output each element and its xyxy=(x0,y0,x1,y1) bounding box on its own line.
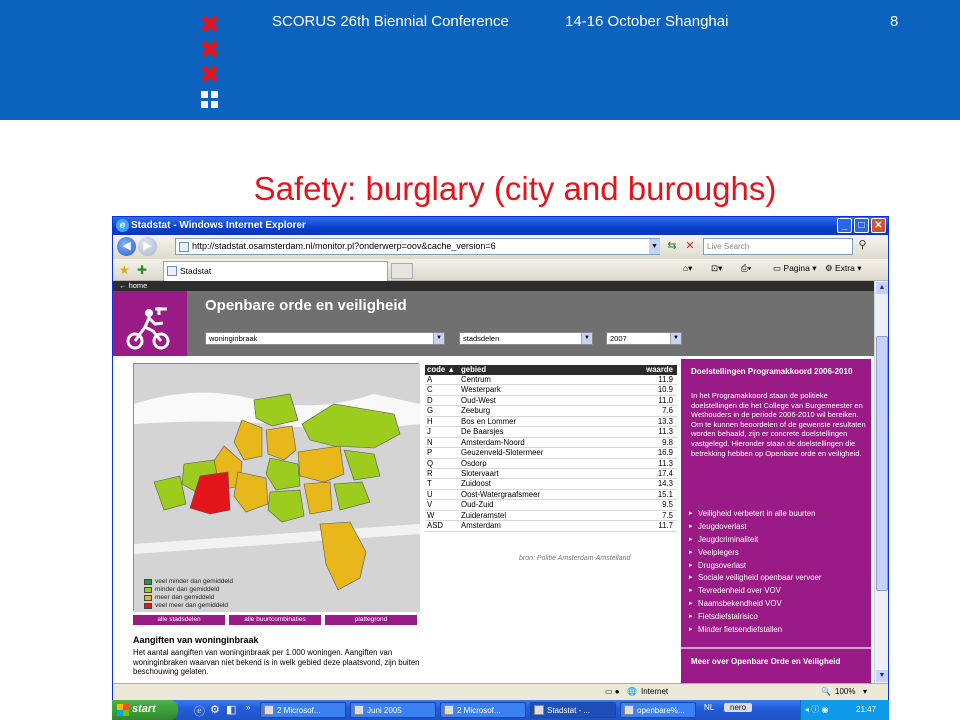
cell-code: H xyxy=(427,416,433,426)
taskbar-item-label: 2 Microsof... xyxy=(457,706,501,715)
cell-code: U xyxy=(427,489,433,499)
refresh-icon[interactable]: ⇆ xyxy=(667,240,677,252)
column-header-area[interactable]: gebied xyxy=(461,365,487,374)
windows-taskbar xyxy=(112,700,889,720)
legend-item xyxy=(144,602,233,610)
chevron-down-icon[interactable]: ▾ xyxy=(863,687,868,696)
conference-date: 14-16 October Shanghai xyxy=(565,13,729,30)
tab-label: Stadstat xyxy=(180,266,212,276)
nero-toolbar[interactable]: nero xyxy=(724,703,752,712)
all-districts-button[interactable]: alle stadsdelen xyxy=(133,615,225,625)
cell-area: Geuzenveld-Slotermeer xyxy=(461,448,544,458)
language-indicator[interactable]: NL xyxy=(704,703,715,712)
taskbar-item-label: 2 Microsof... xyxy=(277,706,321,715)
extra-menu-label: Extra xyxy=(834,263,855,273)
cross-icon: ✖ xyxy=(199,60,221,89)
scroll-thumb[interactable] xyxy=(876,336,888,591)
stop-icon[interactable]: ✕ xyxy=(685,240,695,252)
word-icon xyxy=(264,705,274,715)
sidebar-link[interactable]: ▸ Drugsoverlast xyxy=(689,561,867,571)
cell-code: R xyxy=(427,468,433,478)
forward-button[interactable]: ▶ xyxy=(138,237,157,256)
table-row xyxy=(425,417,677,427)
table-row xyxy=(425,396,677,406)
maximize-button[interactable]: □ xyxy=(854,218,869,233)
table-row xyxy=(425,521,677,531)
powerpoint-icon xyxy=(444,705,454,715)
add-favorite-icon[interactable]: ✚ xyxy=(137,263,148,277)
feeds-icon[interactable]: ⊡▾ xyxy=(711,263,723,273)
sidebar-link[interactable]: ▸ Veiligheid verbetert in alle buurten xyxy=(689,509,867,519)
topic-select-value: woninginbraak xyxy=(209,334,258,343)
page-menu[interactable]: ▭ Pagina ▾ xyxy=(773,263,817,273)
vertical-scrollbar[interactable] xyxy=(874,281,888,683)
system-tray xyxy=(800,700,889,720)
ie-icon: e xyxy=(116,219,129,232)
cell-code: V xyxy=(427,500,433,510)
cell-value: 11.3 xyxy=(658,458,673,468)
cell-code: Q xyxy=(427,458,434,468)
year-select[interactable] xyxy=(606,332,682,345)
section-heading: Aangiften van woninginbraak xyxy=(133,635,259,645)
all-neighbourhoods-button[interactable]: alle buurtcombinaties xyxy=(229,615,321,625)
cell-code: D xyxy=(427,395,433,405)
security-zone: Internet xyxy=(641,687,669,696)
address-toolbar xyxy=(113,235,888,259)
table-row xyxy=(425,448,677,458)
extra-menu[interactable]: ⚙ Extra ▾ xyxy=(825,263,862,273)
status-icons: ▭ ● xyxy=(605,687,620,696)
cell-area: Slotervaart xyxy=(461,468,499,478)
cell-area: Oost-Watergraafsmeer xyxy=(461,489,541,499)
logo-dots-icon xyxy=(201,91,219,109)
sidebar-link[interactable]: ▸ Minder fietsendiefstallen xyxy=(689,625,867,635)
search-input[interactable]: Live Search xyxy=(703,238,853,255)
windows-flag-icon xyxy=(117,704,129,716)
safety-category-icon xyxy=(113,291,187,356)
taskbar-item-label: Juni 2005 xyxy=(367,706,402,715)
tab-bar xyxy=(113,259,888,281)
favorites-star-icon[interactable]: ★ xyxy=(119,263,130,277)
cell-value: 15.1 xyxy=(657,489,673,499)
taskbar-item-folder[interactable] xyxy=(350,702,436,718)
table-row xyxy=(425,406,677,416)
start-label: start xyxy=(132,703,156,715)
cell-value: 7.5 xyxy=(662,510,673,520)
cell-value: 13.3 xyxy=(657,416,673,426)
settings-quicklaunch-icon[interactable]: ⚙ xyxy=(210,704,220,716)
cell-value: 7.6 xyxy=(662,406,673,416)
window-titlebar xyxy=(113,217,888,235)
cell-code: N xyxy=(427,437,433,447)
tray-icons[interactable]: ◂ ⓘ ◉ xyxy=(805,705,829,714)
map-graphic xyxy=(134,364,420,612)
chevron-down-icon: ▼ xyxy=(670,333,681,344)
cell-value: 9.8 xyxy=(662,437,673,447)
start-button[interactable] xyxy=(112,700,178,720)
zoom-icon: 🔍 xyxy=(821,687,831,696)
cell-code: T xyxy=(427,479,432,489)
cell-area: De Baarsjes xyxy=(461,427,504,437)
table-row xyxy=(425,500,677,510)
cell-code: P xyxy=(427,448,433,458)
cell-area: Zuidoost xyxy=(461,479,491,489)
cell-area: Westerpark xyxy=(461,385,501,395)
sidebar-link[interactable]: ▸ Fietsdiefstalrisico xyxy=(689,612,867,622)
taskbar-item-powerpoint[interactable] xyxy=(440,702,526,718)
column-header-code[interactable]: code ▲ xyxy=(427,365,456,374)
folder-icon xyxy=(354,705,364,715)
legend-swatch xyxy=(144,595,152,601)
cell-code: ASD xyxy=(427,521,444,531)
slide-header xyxy=(0,0,960,120)
scroll-down-icon[interactable]: ▼ xyxy=(876,670,888,682)
legend-label: minder dan gemiddeld xyxy=(155,586,220,593)
conference-name: SCORUS 26th Biennial Conference xyxy=(272,13,509,30)
clock: 21:47 xyxy=(856,705,877,714)
cell-area: Bos en Lommer xyxy=(461,416,517,426)
table-row xyxy=(425,469,677,479)
sidebar-link[interactable]: ▸ Tevredenheid over VOV xyxy=(689,586,867,596)
cell-area: Amsterdam xyxy=(461,521,501,531)
cell-area: Osdorp xyxy=(461,458,487,468)
level-select-value: stadsdelen xyxy=(463,334,500,343)
legend-swatch xyxy=(144,579,152,585)
legend-swatch xyxy=(144,603,152,609)
document-icon xyxy=(624,705,634,715)
level-select[interactable] xyxy=(459,332,593,345)
table-row xyxy=(425,511,677,521)
cell-value: 10.9 xyxy=(657,385,673,395)
ie-icon xyxy=(534,705,544,715)
table-row xyxy=(425,490,677,500)
quicklaunch-chevron-icon[interactable]: » xyxy=(246,703,251,712)
cell-value: 11.0 xyxy=(658,395,673,405)
ie-quicklaunch-icon[interactable]: ⓔ xyxy=(194,706,205,718)
new-tab-button[interactable] xyxy=(391,263,413,279)
sidebar-link[interactable]: ▸ Jeugdoverlast xyxy=(689,522,867,532)
district-map[interactable] xyxy=(133,363,419,611)
search-icon[interactable]: ⚲ xyxy=(858,239,867,251)
cell-value: 11.3 xyxy=(658,427,673,437)
scroll-up-icon[interactable]: ▲ xyxy=(876,282,888,294)
slide-title: Safety: burglary (city and buroughs) xyxy=(253,170,777,207)
map-legend xyxy=(144,578,233,610)
cell-area: Zuideramstel xyxy=(461,510,507,520)
status-bar xyxy=(113,683,888,700)
cell-value: 9.5 xyxy=(662,500,673,510)
sidebar-text: In het Programakkoord staan de politieke doelstellingen die het College van Burgemeester en Wethouders in de periode 2006-2010 wil bereiken. Om te kunnen beoordelen of de gewenste resultaten worden behaald, zijn er concrete doelstellingen vastgelegd. Hieronder staan de doelstellingen die betrekking hebben op Openbare orde en veiligheid. xyxy=(691,391,866,458)
sidebar-links xyxy=(689,509,867,638)
cell-value: 11.7 xyxy=(658,521,673,531)
chevron-down-icon: ▼ xyxy=(581,333,592,344)
taskbar-item-label: openbare%... xyxy=(637,706,685,715)
cross-icon: ✖ xyxy=(199,10,221,39)
legend-item xyxy=(144,578,233,586)
cyclist-icon xyxy=(123,307,173,351)
address-url: http://stadstat.osamsterdam.nl/monitor.pl?onderwerp=oov&cache_version=6 xyxy=(192,241,496,251)
table-header xyxy=(425,365,677,375)
taskbar-item-openbare[interactable] xyxy=(620,702,696,718)
taskbar-item-word[interactable] xyxy=(260,702,346,718)
tab-stadstat[interactable] xyxy=(163,261,388,281)
chevron-down-icon: ▼ xyxy=(433,333,444,344)
address-dropdown[interactable]: ▼ xyxy=(649,239,660,254)
data-source: bron: Politie Amsterdam-Amstelland xyxy=(519,555,631,562)
browser-window xyxy=(112,216,889,700)
cell-area: Zeeburg xyxy=(461,406,491,416)
cell-code: C xyxy=(427,385,433,395)
topic-select[interactable] xyxy=(205,332,445,345)
table-row xyxy=(425,479,677,489)
cell-value: 17.4 xyxy=(657,468,673,478)
legend-swatch xyxy=(144,587,152,593)
legend-item xyxy=(144,594,233,602)
table-row xyxy=(425,385,677,395)
legend-label: veel minder dan gemiddeld xyxy=(155,578,234,585)
slide-number: 8 xyxy=(890,13,899,30)
desktop-quicklaunch-icon[interactable]: ◧ xyxy=(226,704,237,716)
cell-area: Centrum xyxy=(461,375,491,384)
cell-area: Amsterdam-Noord xyxy=(461,437,525,447)
cell-value: 11.9 xyxy=(658,375,673,384)
minimize-button[interactable]: _ xyxy=(837,218,852,233)
site-banner xyxy=(113,291,875,356)
print-icon[interactable]: ⎙▾ xyxy=(741,263,752,273)
site-topbar xyxy=(113,281,875,291)
cell-code: J xyxy=(427,427,431,437)
cell-area: Oud-West xyxy=(461,395,496,405)
street-map-button[interactable]: plattegrond xyxy=(325,615,417,625)
table-row xyxy=(425,438,677,448)
cell-code: A xyxy=(427,375,433,384)
sidebar-heading: Doelstellingen Programakkoord 2006-2010 xyxy=(691,367,853,376)
values-table xyxy=(425,365,677,532)
table-row xyxy=(425,427,677,437)
taskbar-item-label: Stadstat - ... xyxy=(547,706,591,715)
section-text: Het aantal aangiften van woninginbraak per 1.000 woningen. Aangiften van woninginbraken waarvan niet bekend is in welk gebied deze plaatsvond, zijn buiten beschouwing gelaten. xyxy=(133,648,420,676)
sidebar-heading-more: Meer over Openbare Orde en Veiligheid xyxy=(691,657,841,666)
sidebar-link[interactable]: ▸ Sociale veiligheid openbaar vervoer xyxy=(689,573,867,583)
page-icon xyxy=(179,242,189,252)
page-menu-label: Pagina xyxy=(783,263,810,273)
globe-icon: 🌐 xyxy=(627,687,637,696)
tab-page-icon xyxy=(167,266,177,276)
home-icon[interactable]: ⌂▾ xyxy=(683,263,693,273)
cell-value: 14.3 xyxy=(657,479,673,489)
address-input[interactable] xyxy=(175,238,660,255)
sidebar-link[interactable]: ▸ Jeugdcriminaliteit xyxy=(689,535,867,545)
table-row xyxy=(425,375,677,385)
window-title: Stadstat - Windows Internet Explorer xyxy=(131,220,306,231)
year-select-value: 2007 xyxy=(610,334,627,343)
cell-code: G xyxy=(427,406,434,416)
sidebar-link[interactable]: ▸ Veelplegers xyxy=(689,548,867,558)
sidebar-link[interactable]: ▸ Naamsbekendheid VOV xyxy=(689,599,867,609)
zoom-level[interactable]: 100% xyxy=(835,687,856,696)
cell-code: W xyxy=(427,510,435,520)
sidebar-divider xyxy=(681,647,871,649)
legend-label: veel meer dan gemiddeld xyxy=(155,602,228,609)
cell-area: Oud-Zuid xyxy=(461,500,494,510)
legend-item xyxy=(144,586,233,594)
taskbar-item-stadstat[interactable] xyxy=(530,702,616,718)
site-page-title: Openbare orde en veiligheid xyxy=(205,297,407,314)
home-label: home xyxy=(128,281,148,290)
close-button[interactable]: ✕ xyxy=(871,218,886,233)
legend-label: meer dan gemiddeld xyxy=(155,594,215,601)
table-row xyxy=(425,459,677,469)
back-button[interactable]: ◀ xyxy=(117,237,136,256)
amsterdam-logo xyxy=(197,12,223,109)
web-page xyxy=(113,281,875,683)
cell-value: 16.9 xyxy=(657,448,673,458)
cross-icon: ✖ xyxy=(199,35,221,64)
home-link[interactable]: ← home xyxy=(119,281,148,290)
goals-sidebar xyxy=(681,359,871,683)
column-header-value[interactable]: waarde xyxy=(646,365,673,374)
